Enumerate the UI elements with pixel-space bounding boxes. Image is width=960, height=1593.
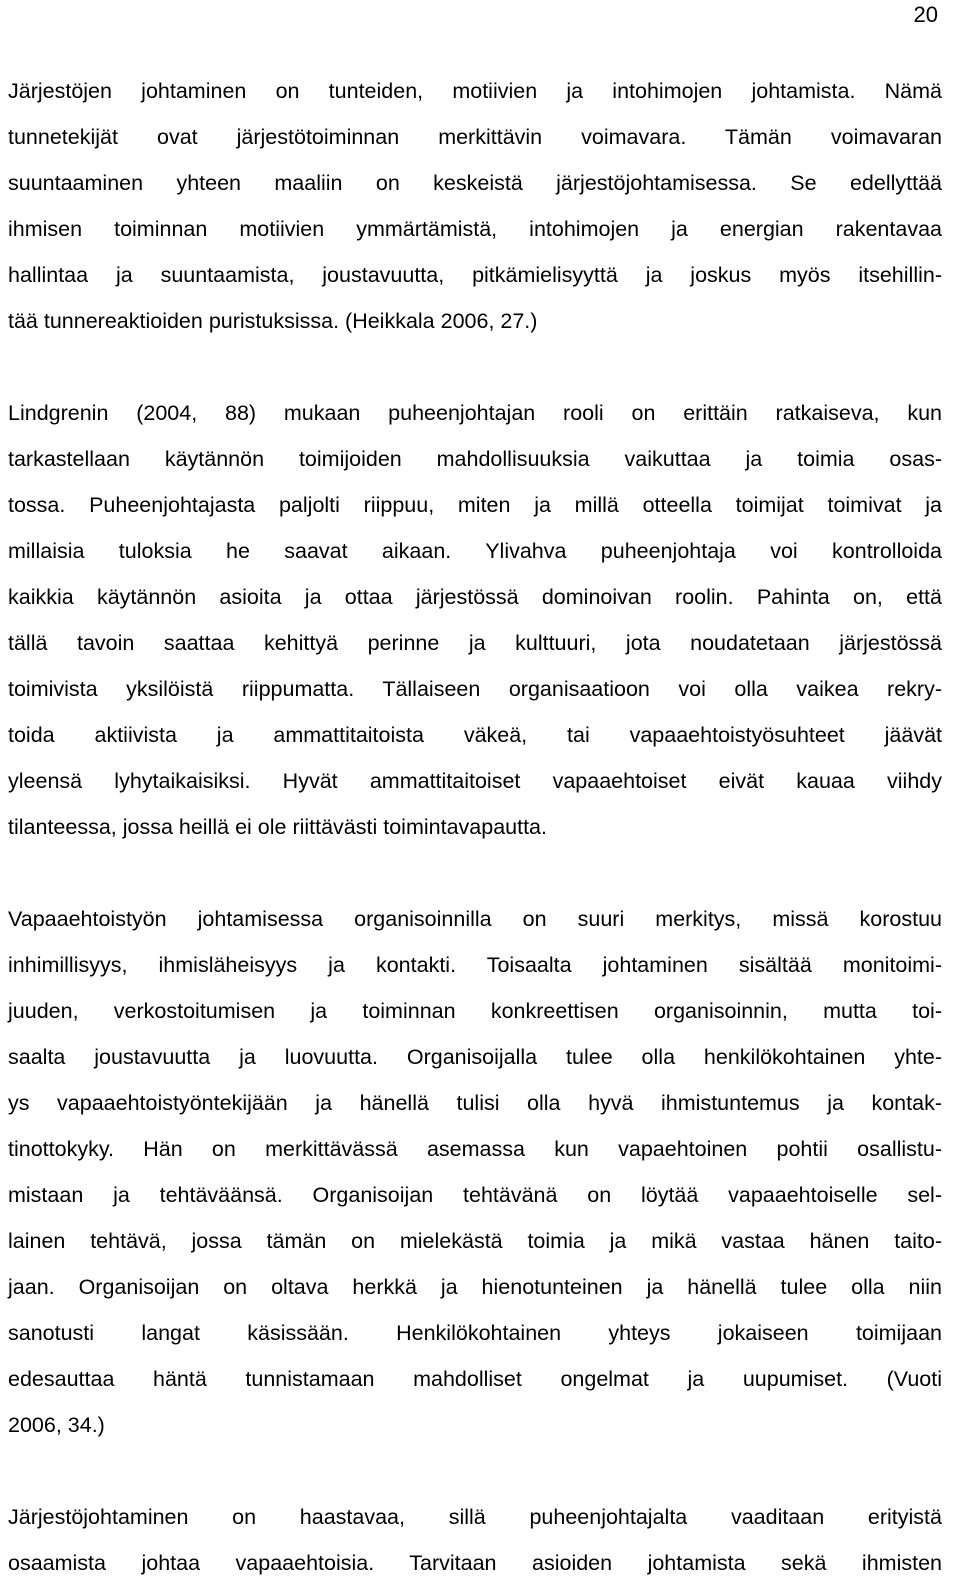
text-line: tällä tavoin saattaa kehittyä perinne ja kulttuuri, jota noudatetaan järjestössä bbox=[8, 631, 942, 655]
text-line: ys vapaaehtoistyöntekijään ja hänellä tulisi olla hyvä ihmistuntemus ja kontak- bbox=[8, 1091, 942, 1115]
text-line: juuden, verkostoitumisen ja toiminnan konkreettisen organisoinnin, mutta toi- bbox=[8, 999, 942, 1023]
text-line: tunnetekijät ovat järjestötoiminnan merkittävin voimavara. Tämän voimavaran bbox=[8, 125, 942, 149]
text-line: Vapaaehtoistyön johtamisessa organisoinnilla on suuri merkitys, missä korostuu bbox=[8, 907, 942, 931]
text-line: sanotusti langat käsissään. Henkilökohtainen yhteys jokaiseen toimijaan bbox=[8, 1321, 942, 1345]
text-line: Lindgrenin (2004, 88) mukaan puheenjohtajan rooli on erittäin ratkaiseva, kun bbox=[8, 401, 942, 425]
paragraph-4 bbox=[8, 1494, 942, 1586]
text-line: ihmisen toiminnan motiivien ymmärtämistä, intohimojen ja energian rakentavaa bbox=[8, 217, 942, 241]
text-line: tarkastellaan käytännön toimijoiden mahdollisuuksia vaikuttaa ja toimia osas- bbox=[8, 447, 942, 471]
text-line: Järjestöjen johtaminen on tunteiden, motiivien ja intohimojen johtamista. Nämä bbox=[8, 79, 942, 103]
text-line: kaikkia käytännön asioita ja ottaa järjestössä dominoivan roolin. Pahinta on, että bbox=[8, 585, 942, 609]
text-line: tinottokyky. Hän on merkittävässä asemassa kun vapaehtoinen pohtii osallistu- bbox=[8, 1137, 942, 1161]
text-line: tilanteessa, jossa heillä ei ole riittävästi toimintavapautta. bbox=[8, 815, 547, 839]
text-line: yleensä lyhytaikaisiksi. Hyvät ammattitaitoiset vapaaehtoiset eivät kauaa viihdy bbox=[8, 769, 942, 793]
paragraph-3 bbox=[8, 896, 942, 1448]
text-line: lainen tehtävä, jossa tämän on mielekästä toimia ja mikä vastaa hänen taito- bbox=[8, 1229, 942, 1253]
text-line: jaan. Organisoijan on oltava herkkä ja hienotunteinen ja hänellä tulee olla niin bbox=[8, 1275, 942, 1299]
text-line: millaisia tuloksia he saavat aikaan. Ylivahva puheenjohtaja voi kontrolloida bbox=[8, 539, 942, 563]
text-line: tää tunnereaktioiden puristuksissa. (Heikkala 2006, 27.) bbox=[8, 309, 538, 333]
text-line: mistaan ja tehtäväänsä. Organisoijan tehtävänä on löytää vapaaehtoiselle sel- bbox=[8, 1183, 942, 1207]
text-line: osaamista johtaa vapaaehtoisia. Tarvitaan asioiden johtamista sekä ihmisten bbox=[8, 1551, 942, 1575]
paragraph-1 bbox=[8, 68, 942, 344]
paragraph-2 bbox=[8, 390, 942, 850]
text-line: saalta joustavuutta ja luovuutta. Organisoijalla tulee olla henkilökohtainen yhte- bbox=[8, 1045, 942, 1069]
text-line: toida aktiivista ja ammattitaitoista väkeä, tai vapaaehtoistyösuhteet jäävät bbox=[8, 723, 942, 747]
text-line: tossa. Puheenjohtajasta paljolti riippuu, miten ja millä otteella toimijat toimivat ja bbox=[8, 493, 942, 517]
text-line: 2006, 34.) bbox=[8, 1413, 105, 1437]
text-line: toimivista yksilöistä riippumatta. Tällaiseen organisaatioon voi olla vaikea rekry- bbox=[8, 677, 942, 701]
text-line: edesauttaa häntä tunnistamaan mahdolliset ongelmat ja uupumiset. (Vuoti bbox=[8, 1367, 942, 1391]
text-line: suuntaaminen yhteen maaliin on keskeistä järjestöjohtamisessa. Se edellyttää bbox=[8, 171, 942, 195]
page-number: 20 bbox=[913, 2, 938, 27]
text-line: inhimillisyys, ihmisläheisyys ja kontakti. Toisaalta johtaminen sisältää monitoimi- bbox=[8, 953, 942, 977]
text-line: hallintaa ja suuntaamista, joustavuutta, pitkämielisyyttä ja joskus myös itsehillin- bbox=[8, 263, 942, 287]
document-body bbox=[8, 68, 942, 1586]
text-line: Järjestöjohtaminen on haastavaa, sillä puheenjohtajalta vaaditaan erityistä bbox=[8, 1505, 942, 1529]
